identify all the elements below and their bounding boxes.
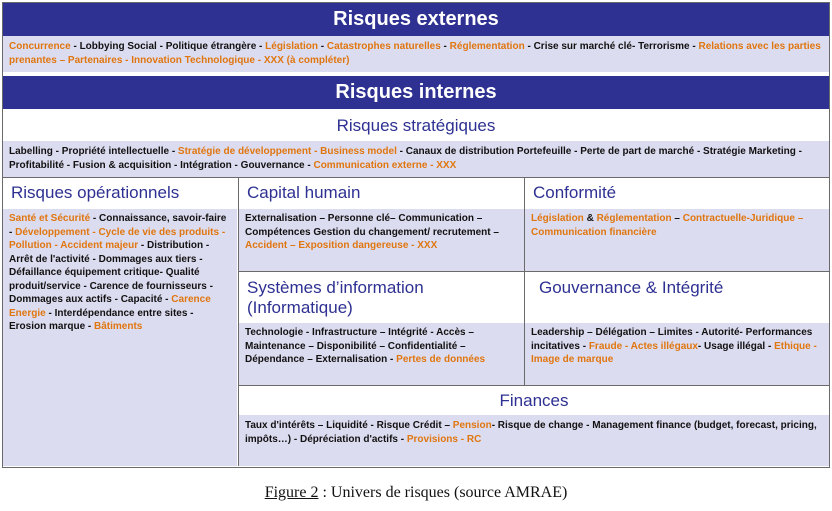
risk-item: - (440, 41, 450, 52)
risk-item: - Interdépendance entre sites - Erosion marque - (9, 307, 194, 332)
risk-item: Technologie - Infrastructure – Intégrité - Accès – Maintenance – Disponibilité – Confidentialité – Dépendance – Externalisation - (245, 327, 474, 365)
si-title: Systèmes d’information (Informatique) (239, 273, 524, 323)
operationnels-title: Risques opérationnels (3, 179, 237, 209)
risk-item-highlighted: Fraude - Actes illégaux (588, 340, 698, 352)
figure-caption-text: : Univers de risques (source AMRAE) (318, 484, 568, 501)
risk-item-highlighted: Bâtiments (94, 321, 143, 332)
risk-item-highlighted: Relations avec les parties prenantes – Partenaires - Innovation Technologique - XXX (à compléter) (9, 41, 821, 66)
risk-item-highlighted: Provisions - RC (406, 433, 482, 445)
risk-item-highlighted: Carence Energie (9, 294, 211, 319)
risk-item: – (671, 213, 683, 224)
risk-item: Labelling - Propriété intellectuelle - (9, 146, 178, 157)
externes-items (3, 36, 829, 72)
risk-item-highlighted: Législation (531, 213, 584, 224)
risk-item-highlighted: Contractuelle-Juridique – Communication financière (531, 213, 804, 238)
risk-item-highlighted: Catastrophes naturelles (326, 41, 441, 52)
risk-item-highlighted: Communication externe - XXX (313, 159, 457, 171)
operationnels-items (3, 209, 237, 466)
gouvernance-items (525, 323, 829, 385)
finances-title: Finances (239, 387, 829, 415)
strategiques-items (3, 141, 829, 177)
risk-item-highlighted: Réglementation (449, 41, 525, 52)
risk-item-highlighted: Ethique - Image de marque (531, 340, 817, 365)
gouvernance-title: Gouvernance & Intégrité (525, 273, 829, 323)
risk-item: & (583, 213, 597, 224)
risk-item-highlighted: Réglementation (596, 213, 672, 224)
risk-item: - Usage illégal - (697, 340, 775, 352)
figure-caption (0, 484, 832, 502)
risk-item: - Canaux de distribution Portefeuille - Perte de part de marché - Stratégie Marketing - Profitabilité - Fusion & acquisition - Intégration - Gouvernance - (9, 146, 802, 171)
risk-item-highlighted: Accident – Exposition dangereuse - XXX (245, 240, 438, 251)
risk-item: Taux d'intérêts – Liquidité - Risque Crédit – (245, 420, 453, 431)
finances-items (239, 415, 829, 466)
conformite-title: Conformité (525, 179, 829, 209)
risk-item: Externalisation – Personne clé– Communication – Compétences Gestion du changement/ recrutement – (245, 213, 499, 238)
si-items (239, 323, 524, 385)
conformite-items (525, 209, 829, 271)
risk-item: Leadership – Délégation – Limites - Autorité- Performances incitatives - (531, 327, 813, 352)
internes-title: Risques internes (3, 76, 829, 109)
risk-item: - Connaissance, savoir-faire - (9, 213, 227, 238)
risk-item: - Distribution - Arrêt de l'activité - Dommages aux tiers - Défaillance équipement critique- Qualité produit/service - Carence de fournisseurs - Dommages aux actifs - Capacité - (9, 240, 213, 305)
risk-item: - Risque de change - Management finance (budget, forecast, pricing, impôts…) - Dépréciation d'actifs - (245, 420, 817, 445)
risk-item-highlighted: Pertes de données (396, 354, 486, 365)
risk-item: - Lobbying Social - Politique étrangère - (70, 41, 266, 52)
risk-item-highlighted: Stratégie de développement - Business model (177, 146, 397, 157)
risk-item-highlighted: Santé et Sécurité (9, 213, 91, 224)
externes-title: Risques externes (3, 3, 829, 36)
risk-item-highlighted: Développement - Cycle de vie des produits - Pollution - Accident majeur (9, 226, 226, 251)
risk-item-highlighted: Législation (265, 41, 318, 52)
risk-item: - Crise sur marché clé- Terrorisme - (524, 41, 699, 52)
capital-title: Capital humain (239, 179, 524, 209)
figure-label: Figure 2 (264, 484, 319, 501)
risk-item-highlighted: Concurrence (9, 41, 71, 52)
risk-item-highlighted: Pension (452, 420, 492, 431)
capital-items (239, 209, 524, 271)
risk-item: - (317, 41, 327, 52)
strategiques-title: Risques stratégiques (3, 111, 829, 141)
